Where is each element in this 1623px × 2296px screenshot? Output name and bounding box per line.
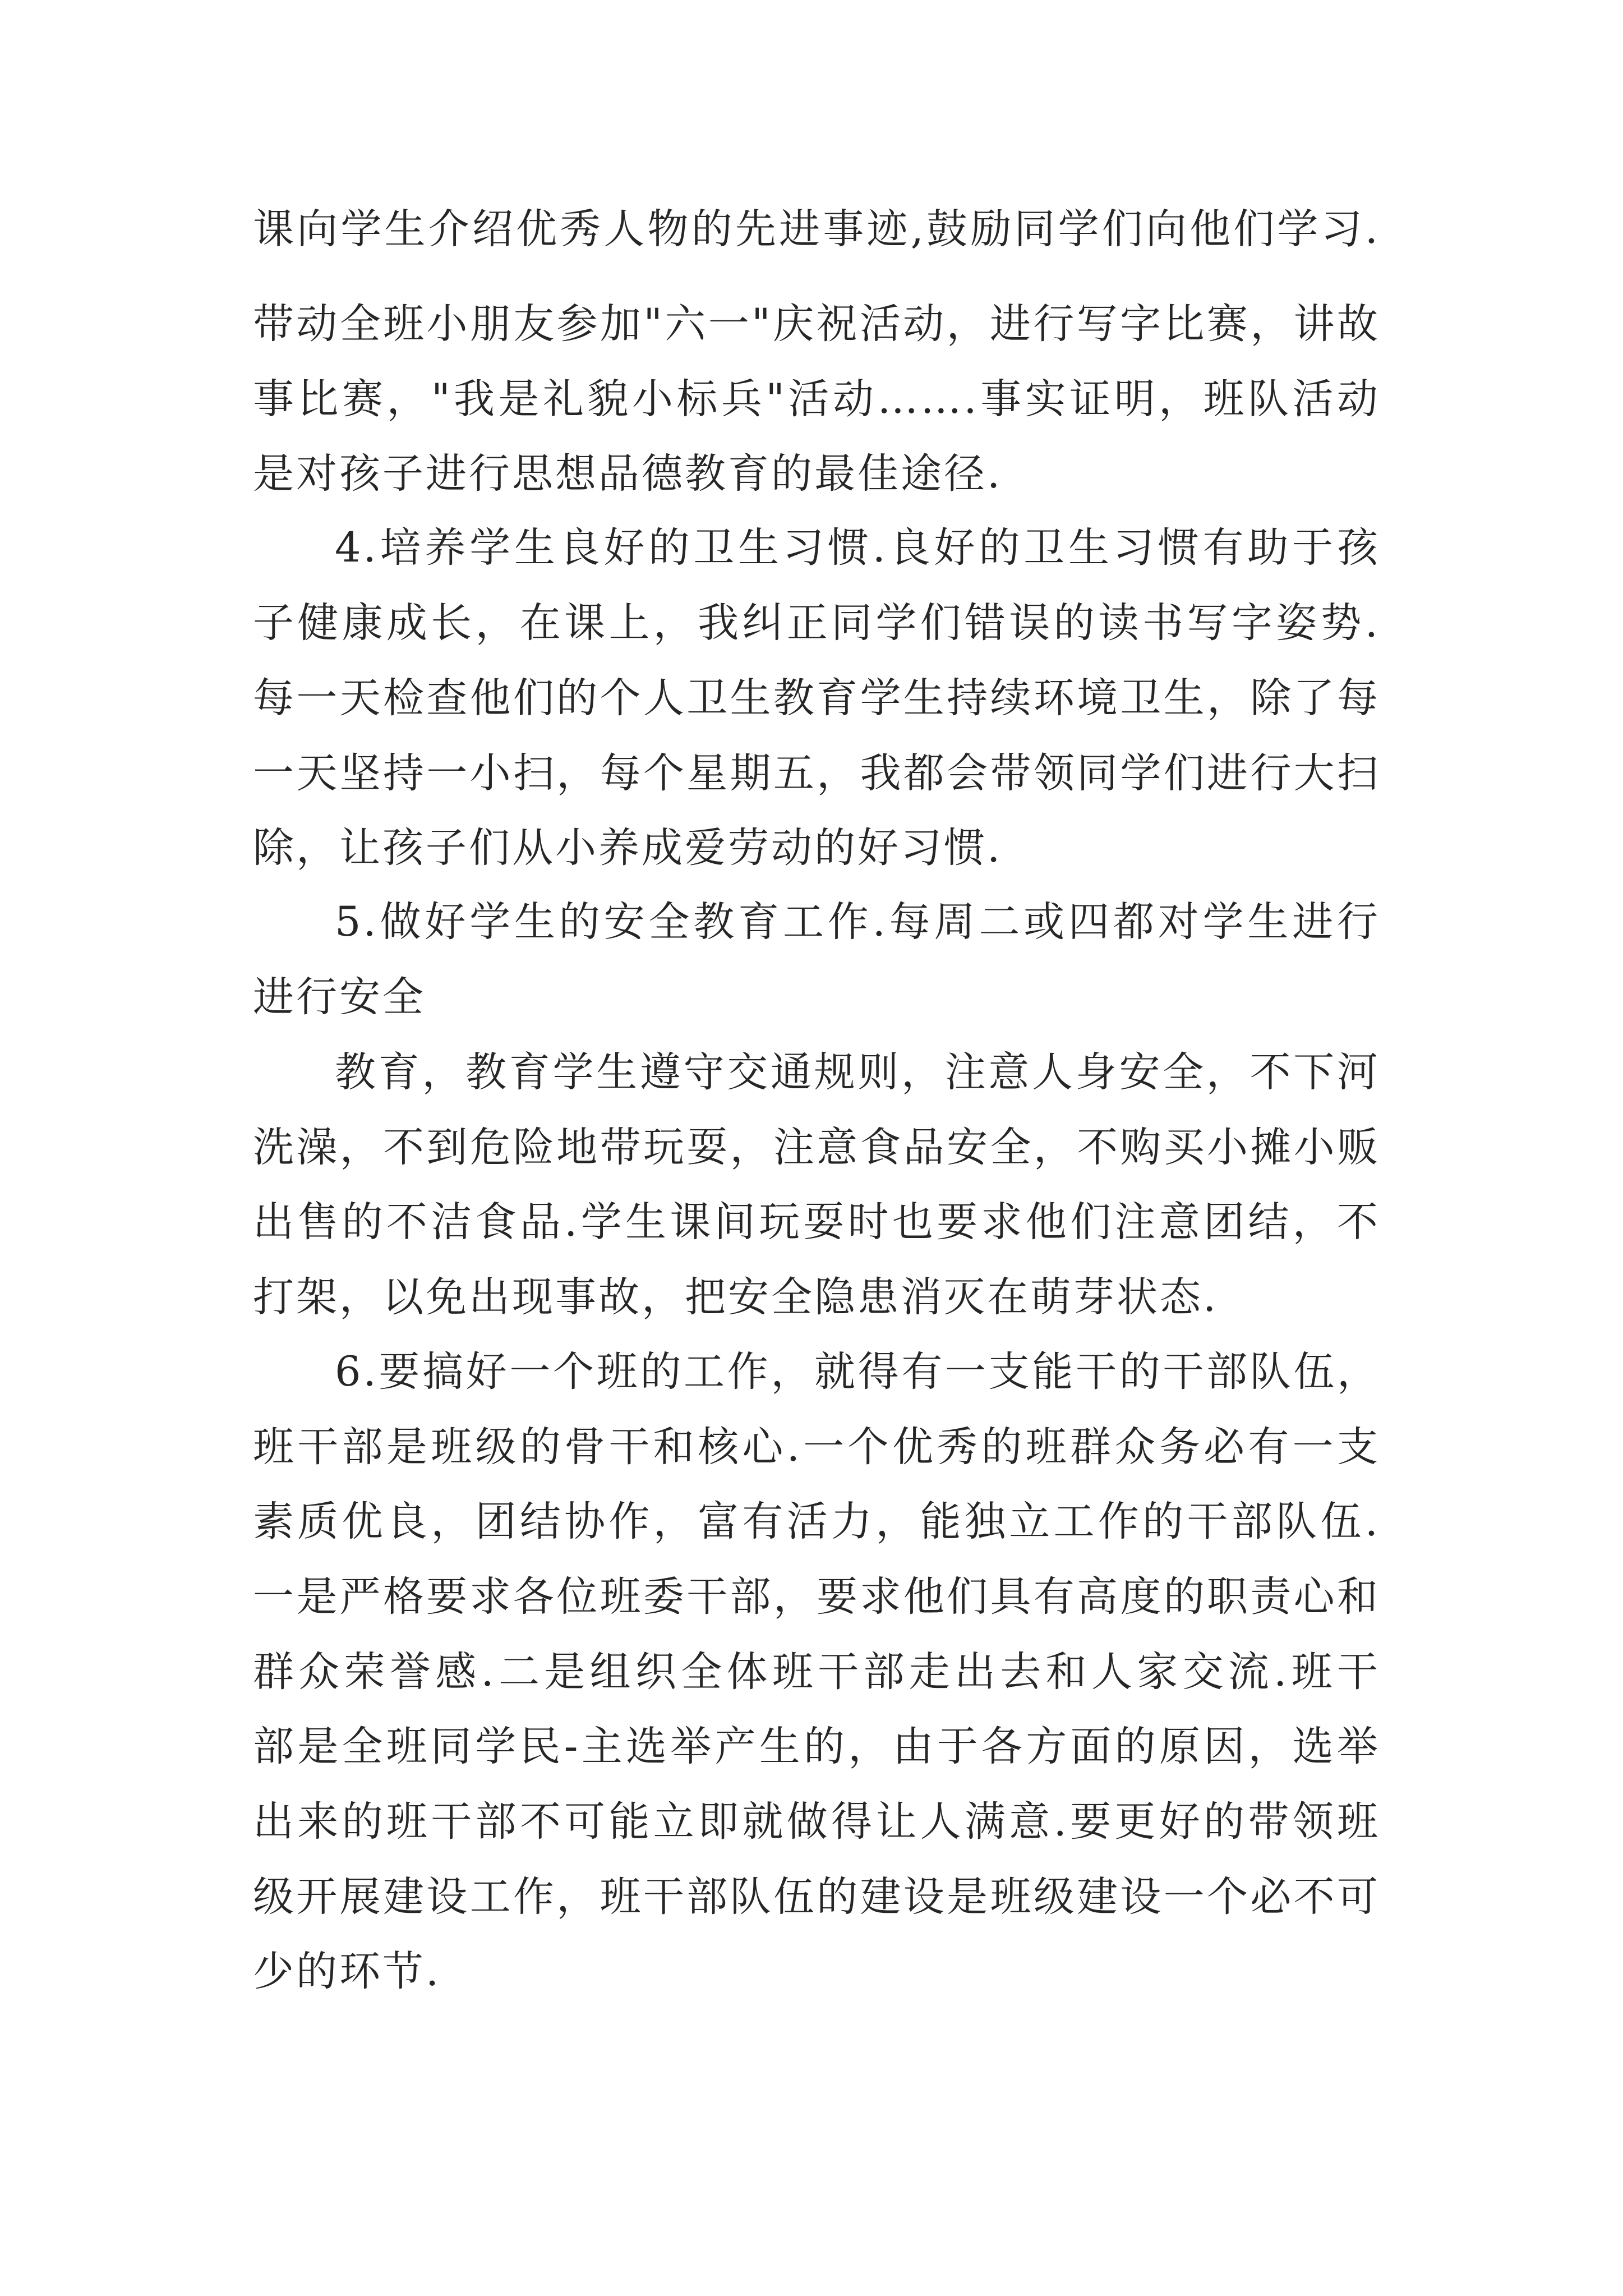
text-line: 进行安全 — [253, 973, 426, 1021]
text-line: 部是全班同学民-主选举产生的，由于各方面的原因，选举 — [253, 1723, 1380, 1770]
text-line: 5.做好学生的安全教育工作.每周二或四都对学生进行 — [335, 898, 1380, 946]
text-line: 课向学生介绍优秀人物的先进事迹,鼓励同学们向他们学习. — [253, 205, 1380, 253]
text-line: 一是严格要求各位班委干部，要求他们具有高度的职责心和 — [253, 1573, 1380, 1621]
text-line: 每一天检查他们的个人卫生教育学生持续环境卫生，除了每 — [253, 674, 1380, 722]
text-line: 带动全班小朋友参加"六一"庆祝活动，进行写字比赛，讲故 — [253, 300, 1380, 348]
text-line: 群众荣誉感.二是组织全体班干部走出去和人家交流.班干 — [253, 1648, 1380, 1696]
text-line: 一天坚持一小扫，每个星期五，我都会带领同学们进行大扫 — [253, 749, 1380, 797]
text-line: 4.培养学生良好的卫生习惯.良好的卫生习惯有助于孩 — [335, 524, 1380, 572]
text-line: 班干部是班级的骨干和核心.一个优秀的班群众务必有一支 — [253, 1423, 1380, 1471]
text-line: 子健康成长，在课上，我纠正同学们错误的读书写字姿势. — [253, 599, 1380, 647]
text-line: 教育，教育学生遵守交通规则，注意人身安全，不下河 — [335, 1048, 1380, 1096]
text-line: 事比赛，"我是礼貌小标兵"活动…….事实证明，班队活动 — [253, 375, 1380, 423]
text-line: 素质优良，团结协作，富有活力，能独立工作的干部队伍. — [253, 1498, 1380, 1545]
text-line: 出售的不洁食品.学生课间玩耍时也要求他们注意团结，不 — [253, 1198, 1380, 1246]
text-line: 少的环节. — [253, 1948, 441, 1995]
text-line: 打架，以免出现事故，把安全隐患消灭在萌芽状态. — [253, 1273, 1219, 1321]
text-line: 级开展建设工作，班干部队伍的建设是班级建设一个必不可 — [253, 1873, 1380, 1921]
text-line: 是对孩子进行思想品德教育的最佳途径. — [253, 450, 1003, 498]
text-line: 6.要搞好一个班的工作，就得有一支能干的干部队伍， — [335, 1348, 1380, 1396]
text-line: 除，让孩子们从小养成爱劳动的好习惯. — [253, 824, 1003, 872]
text-line: 洗澡，不到危险地带玩耍，注意食品安全，不购买小摊小贩 — [253, 1124, 1380, 1171]
text-line: 出来的班干部不可能立即就做得让人满意.要更好的带领班 — [253, 1798, 1380, 1846]
